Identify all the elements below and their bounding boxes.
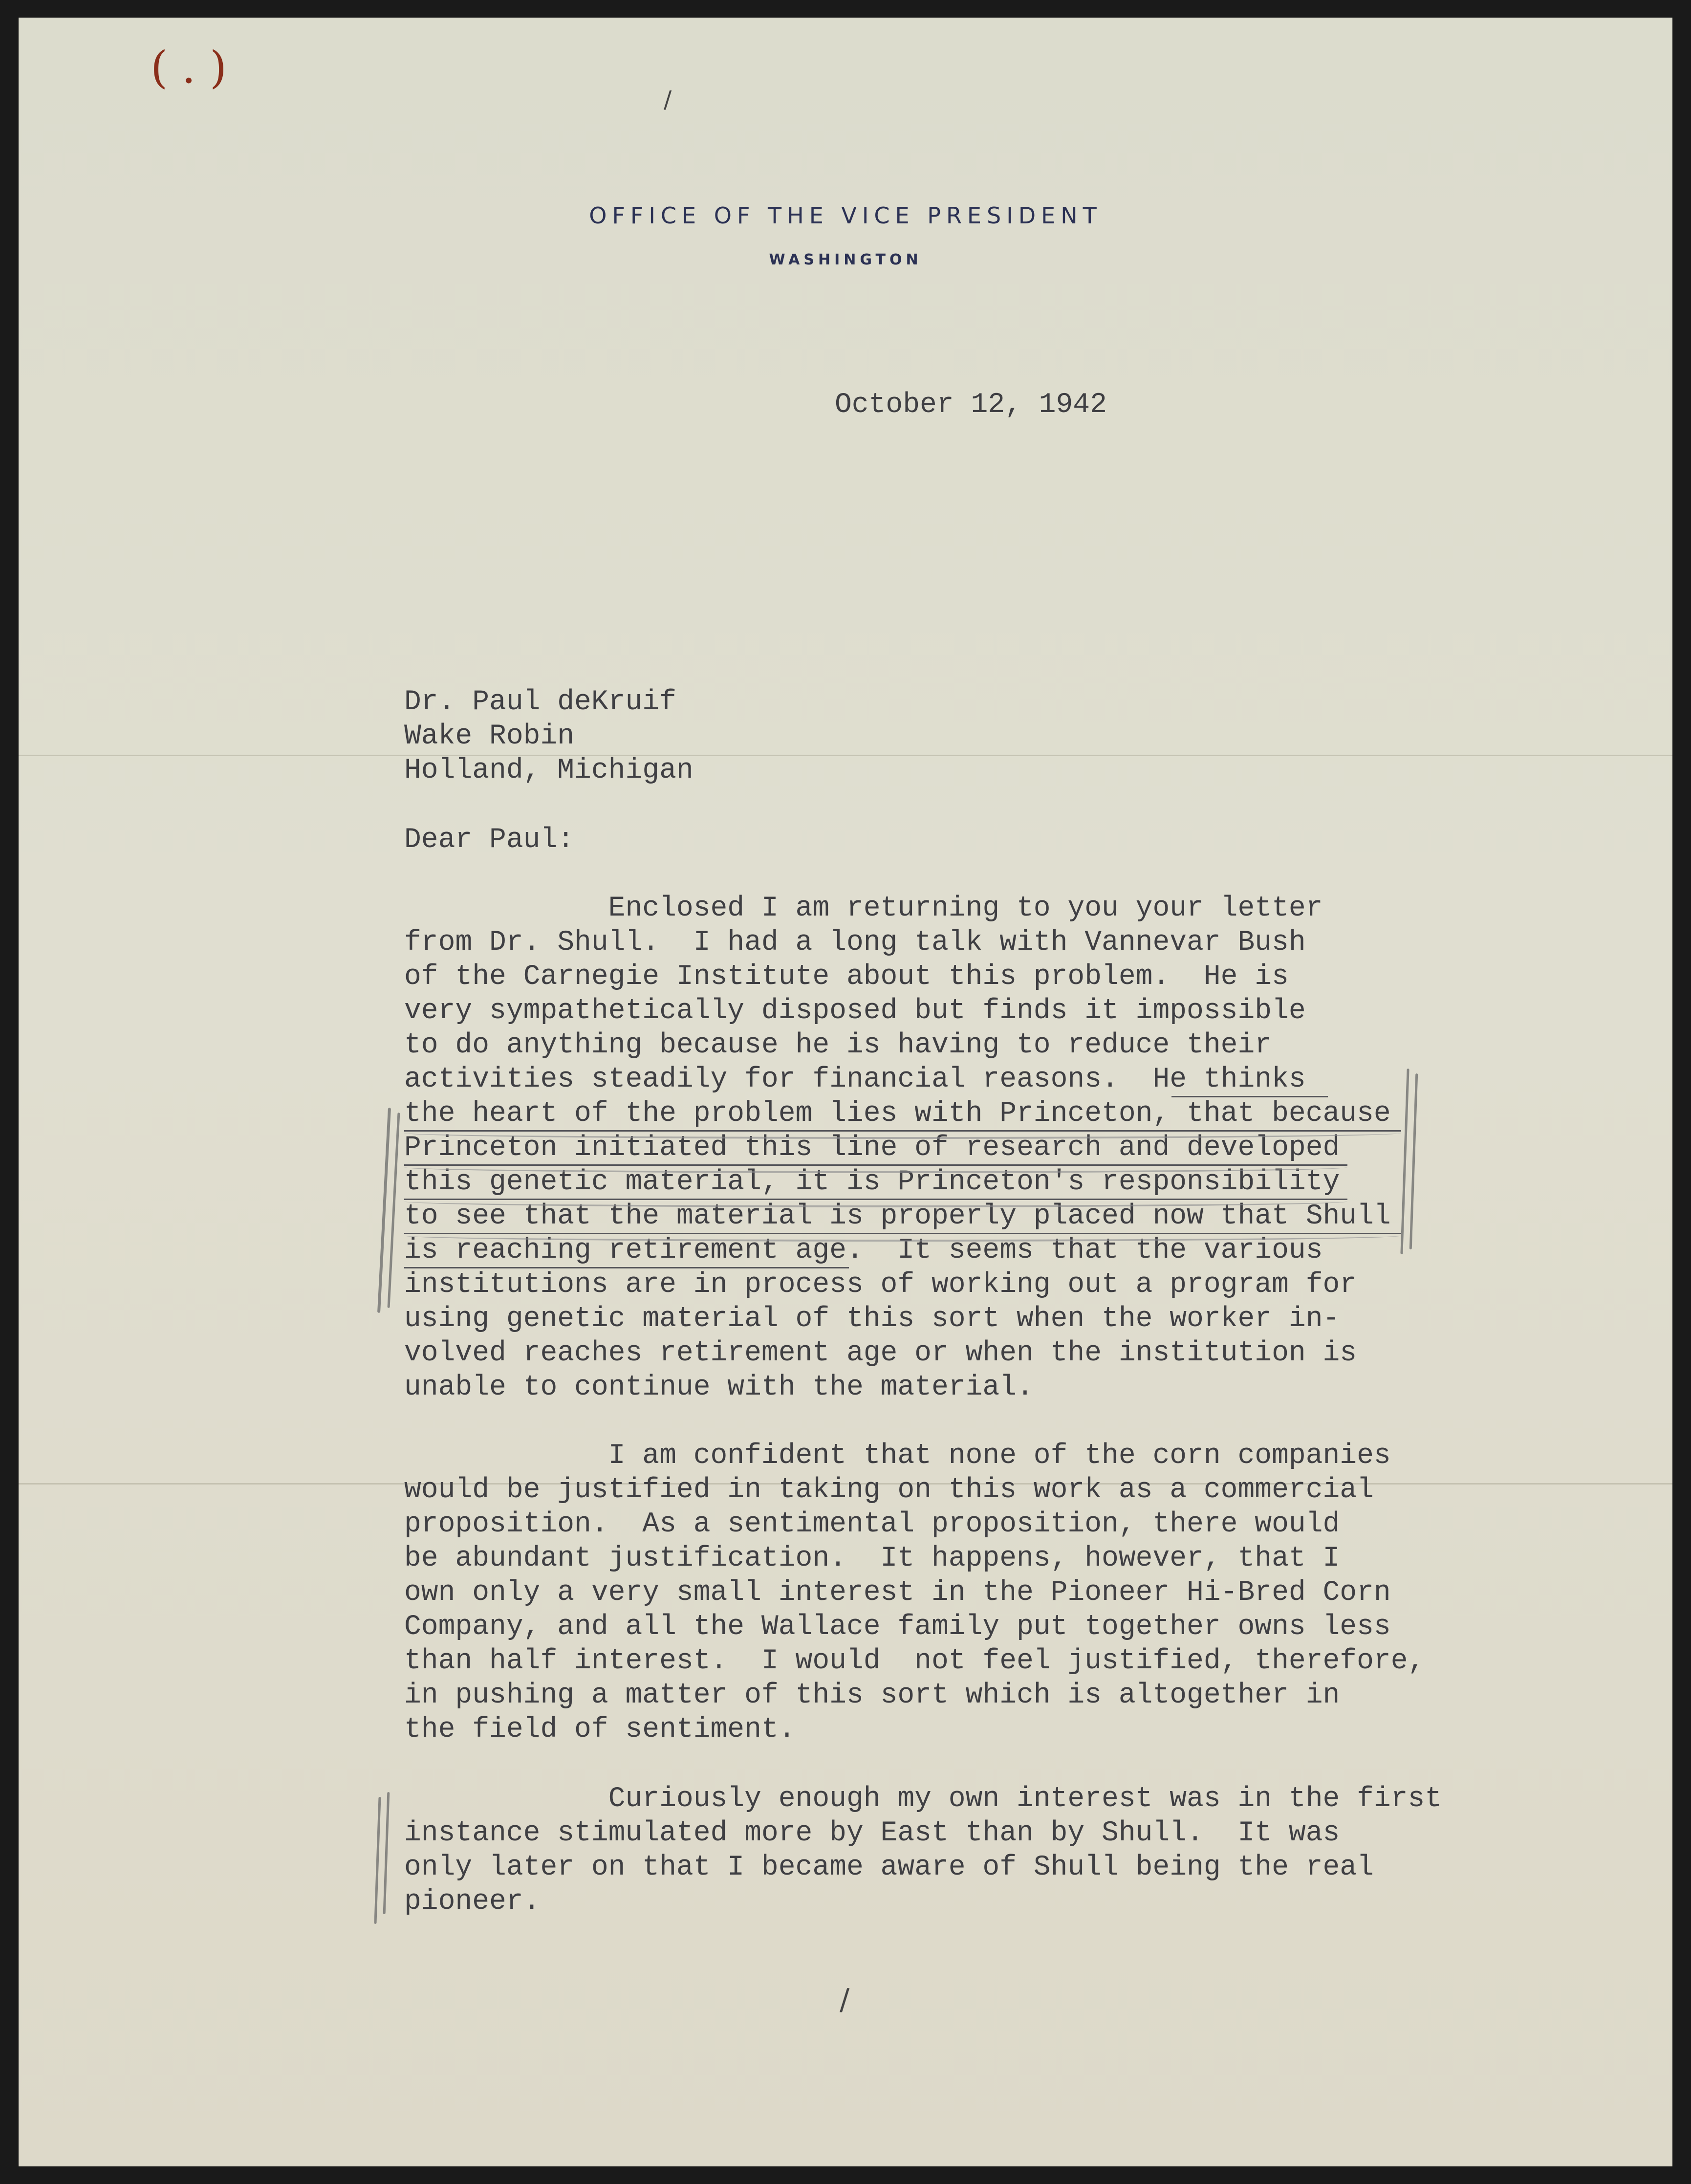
underline	[1171, 1096, 1328, 1097]
address-line: Dr. Paul deKruif	[404, 686, 676, 718]
body-line: Enclosed I am returning to you your letter	[404, 893, 1323, 924]
pencil-underline	[404, 1230, 1401, 1242]
margin-bracket	[383, 1792, 390, 1914]
letterhead-city: WASHINGTON	[769, 251, 922, 268]
body-line: Company, and all the Wallace family put together owns less	[404, 1611, 1391, 1643]
body-line: proposition. As a sentimental proposition, there would	[404, 1508, 1340, 1540]
body-line: instance stimulated more by East than by Shull. It was	[404, 1817, 1340, 1849]
body-line: Princeton initiated this line of research and developed	[404, 1132, 1340, 1164]
body-line: very sympathetically disposed but finds it impossible	[404, 995, 1306, 1027]
fold-crease	[19, 755, 1672, 756]
address-line: Holland, Michigan	[404, 755, 694, 786]
pencil-tick: /	[664, 86, 672, 113]
body-line: the heart of the problem lies with Princeton, that because	[404, 1098, 1391, 1130]
pencil-underline	[404, 1127, 1401, 1139]
body-line: using genetic material of this sort when the worker in-	[404, 1303, 1340, 1335]
body-line: in pushing a matter of this sort which is altogether in	[404, 1680, 1340, 1711]
address-line: Wake Robin	[404, 721, 575, 752]
pencil-tick: /	[840, 1983, 850, 2017]
body-line: to do anything because he is having to reduce their	[404, 1029, 1272, 1061]
body-line: volved reaches retirement age or when the institution is	[404, 1337, 1357, 1369]
body-line: Curiously enough my own interest was in the first	[404, 1783, 1442, 1815]
body-line: I am confident that none of the corn companies	[404, 1440, 1391, 1472]
margin-bracket	[1409, 1073, 1418, 1249]
body-line: own only a very small interest in the Pioneer Hi-Bred Corn	[404, 1577, 1391, 1609]
body-line: than half interest. I would not feel justified, therefore,	[404, 1645, 1425, 1677]
body-line: institutions are in process of working out a program for	[404, 1269, 1357, 1301]
body-line: unable to continue with the material.	[404, 1372, 1034, 1403]
body-line: be abundant justification. It happens, however, that I	[404, 1543, 1340, 1574]
body-line: from Dr. Shull. I had a long talk with Vannevar Bush	[404, 927, 1306, 959]
body-line: is reaching retirement age. It seems that the various	[404, 1235, 1323, 1267]
body-line: the field of sentiment.	[404, 1714, 796, 1746]
letter-date: October 12, 1942	[835, 389, 1107, 421]
body-line: would be justified in taking on this work as a commercial	[404, 1474, 1374, 1506]
letterhead-title: OFFICE OF THE VICE PRESIDENT	[589, 202, 1102, 229]
underline	[404, 1267, 849, 1268]
margin-bracket	[374, 1797, 381, 1924]
salutation: Dear Paul:	[404, 824, 575, 856]
pencil-underline	[404, 1161, 1347, 1173]
body-line: pioneer.	[404, 1886, 541, 1918]
margin-bracket	[388, 1113, 400, 1308]
body-line: to see that the material is properly placed now that Shull	[404, 1201, 1391, 1232]
body-line: activities steadily for financial reasons. He thinks	[404, 1064, 1306, 1095]
body-line: of the Carnegie Institute about this problem. He is	[404, 961, 1289, 993]
body-line: only later on that I became aware of Shull being the real	[404, 1852, 1374, 1883]
body-line: this genetic material, it is Princeton's responsibility	[404, 1166, 1340, 1198]
corner-mark: ( . )	[151, 42, 227, 93]
margin-bracket	[1400, 1069, 1409, 1254]
letter-page	[19, 18, 1672, 2166]
pencil-underline	[404, 1196, 1347, 1207]
